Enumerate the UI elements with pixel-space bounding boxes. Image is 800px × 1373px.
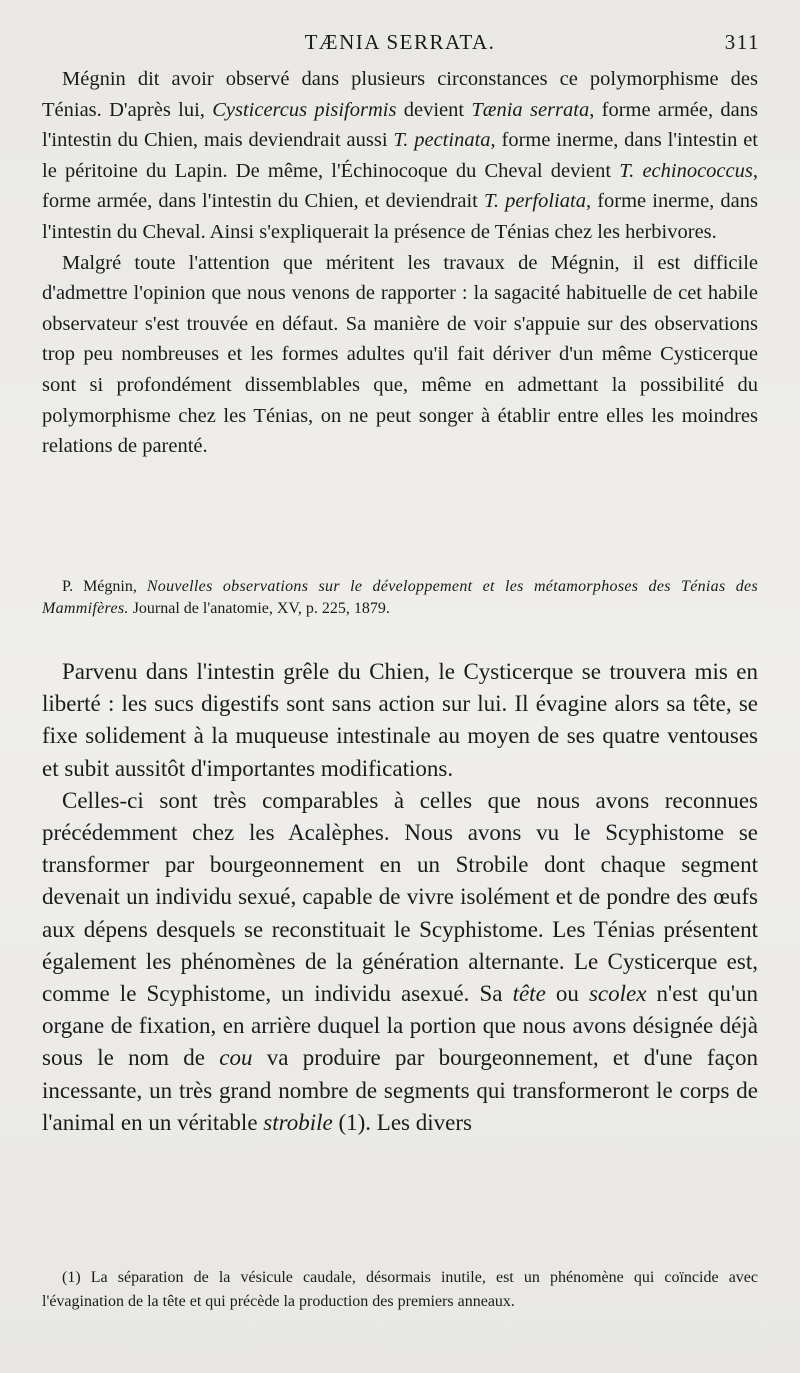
quote-paragraph-2: Malgré toute l'attention que méritent les travaux de Mégnin, il est difficile d'admettre l'opinion que nous venons de rapporter : la sagacité habituelle de cet habile observateur s'est trouvée en défaut. Sa manière de voir s'appuie sur des observations trop peu nombreuses et les formes adultes qu'il fait dériver d'un même Cysticerque sont si profondément dissemblables que, même en admettant la possibilité du polymorphisme chez les Ténias, on ne peut songer à établir entre elles les moindres relations de parenté. (42, 251, 758, 458)
quoted-block (42, 64, 758, 462)
main-text (42, 656, 758, 1139)
bibliographic-citation: P. Mégnin, Nouvelles observations sur le développement et les métamorphoses des Ténias des Mammifères. Journal de l'anatomie, XV, p. 225, 1879. (42, 578, 758, 617)
running-title: TÆNIA SERRATA. (304, 30, 496, 54)
footnote: (1) La séparation de la vésicule caudale, désormais inutile, est un phénomène qui coïncide avec l'évagination de la tête et qui précède la production des premiers anneaux. (42, 1269, 758, 1310)
body-paragraph-2: Celles-ci sont très comparables à celles que nous avons reconnues précédemment chez les Acalèphes. Nous avons vu le Scyphistome se transformer par bourgeonnement en un Strobile dont chaque segment devenait un individu sexué, capable de vivre isolément et de pondre des œufs aux dépens desquels se reconstituait le Scyphistome. Les Ténias présentent également les phénomènes de la génération alternante. Le Cysticerque est, comme le Scyphistome, un individu asexué. Sa tête ou scolex n'est qu'un organe de fixation, en arrière duquel la portion que nous avons désignée déjà sous le nom de cou va produire par bourgeonnement, et d'une façon incessante, un très grand nombre de segments qui transformeront le corps de l'animal en un véritable strobile (1). Les divers (42, 787, 758, 1135)
page-header (40, 30, 760, 58)
page-number: 311 (724, 30, 760, 54)
body-paragraph-1: Parvenu dans l'intestin grêle du Chien, le Cysticerque se trouvera mis en liberté : les sucs digestifs sont sans action sur lui. Il évagine alors sa tête, se fixe solidement à la muqueuse intestinale au moyen de ses quatre ventouses et subit aussitôt d'importantes modifications. (42, 659, 758, 781)
quote-paragraph-1: Mégnin dit avoir observé dans plusieurs circonstances ce polymorphisme des Ténias. D'après lui, Cysticercus pisiformis devient Tænia serrata, forme armée, dans l'intestin du Chien, mais deviendrait aussi T. pectinata, forme inerme, dans l'intestin et le péritoine du Lapin. De même, l'Échinocoque du Cheval devient T. echinococcus, forme armée, dans l'intestin du Chien, et deviendrait T. perfoliata, forme inerme, dans l'intestin du Cheval. Ainsi s'expliquerait la présence de Ténias chez les herbivores. (42, 68, 758, 243)
